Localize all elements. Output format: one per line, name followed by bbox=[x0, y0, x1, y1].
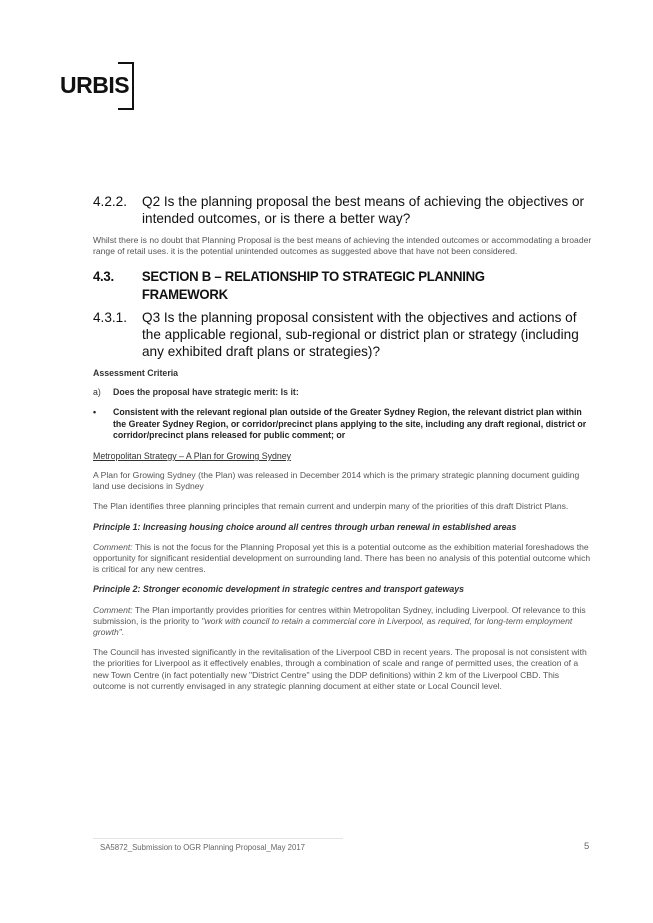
heading-4-3 bbox=[93, 267, 563, 303]
logo-text: URBIS bbox=[60, 72, 130, 98]
heading-title: SECTION B – RELATIONSHIP TO STRATEGIC PLANNING FRAMEWORK bbox=[141, 268, 485, 303]
logo-bracket-mark bbox=[118, 62, 134, 110]
principle-2-comment bbox=[93, 605, 593, 639]
heading-title: Q2 Is the planning proposal the best means of achieving the objectives or intended outcomes, or is there a better way? bbox=[142, 194, 585, 226]
criteria-item bbox=[93, 387, 593, 397]
urbis-logo bbox=[60, 62, 134, 108]
bullet-icon bbox=[93, 407, 113, 441]
principle-2-para: The Council has invested significantly in the revitalisation of the Liverpool CBD in recent years. The proposal is not consistent with the priorities for Liverpool as it effectively enables, through a combination of scale and range of permitted uses, the creation of a new Town Centre (in fact potentially new "District Centre" using the DDP definitions) within 2 km of the Liverpool CBD. This outcome is not currently envisaged in any strategic planning document at either state or Local Council level. bbox=[93, 647, 587, 691]
comment-label: Comment: bbox=[93, 604, 133, 615]
section-4-2-2-body: Whilst there is no doubt that Planning Proposal is the best means of achieving the intended outcomes or accommodating a broader range of retail uses. it is the potential unintended outcomes as suggested above that have not been considered. bbox=[93, 235, 592, 257]
heading-number: 4.3. bbox=[93, 268, 114, 285]
main-content bbox=[93, 193, 593, 701]
principle-1-heading: Principle 1: Increasing housing choice around all centres through urban renewal in established areas bbox=[93, 521, 517, 532]
metro-para-2: The Plan identifies three planning principles that remain current and underpin many of the priorities of this draft District Plans. bbox=[93, 501, 569, 512]
footer-divider bbox=[93, 838, 343, 839]
heading-4-3-1 bbox=[93, 309, 593, 360]
heading-4-2-2 bbox=[93, 193, 593, 227]
principle-1-comment bbox=[93, 542, 593, 576]
metro-strategy-heading: Metropolitan Strategy – A Plan for Growing Sydney bbox=[93, 451, 292, 462]
criteria-bullet-text: Consistent with the relevant regional plan outside of the Greater Sydney Region, the relevant district plan within the Greater Sydney Region, or corridor/precinct plans applying to the site, including any draft regional, district or corridor/precinct plans released for public comment; or bbox=[113, 407, 587, 440]
criteria-item-label: a) bbox=[93, 387, 101, 398]
criteria-bullet bbox=[93, 407, 593, 441]
comment-quote: "work with council to retain a commercial core in Liverpool, as required, for long-term employment growth". bbox=[93, 615, 573, 638]
heading-number: 4.3.1. bbox=[93, 310, 128, 326]
comment-text: The Plan importantly provides priorities for centres within Metropolitan Sydney, including Liverpool. Of relevance to this submission, is the priority to bbox=[93, 604, 586, 626]
assessment-criteria-heading: Assessment Criteria bbox=[93, 368, 179, 379]
heading-number: 4.2.2. bbox=[93, 194, 128, 209]
criteria-item-question: Does the proposal have strategic merit: Is it: bbox=[113, 387, 299, 398]
principle-2-heading: Principle 2: Stronger economic development in strategic centres and transport gateways bbox=[93, 584, 465, 595]
comment-text: This is not the focus for the Planning Proposal yet this is a potential outcome as the exhibition material foreshadows the opportunity for significant residential development on surrounding land. There has been no analysis of this potential outcome which is critical for any new centres. bbox=[93, 541, 591, 575]
heading-title: Q3 Is the planning proposal consistent with the objectives and actions of the applicable regional, sub-regional or district plan or strategy (including any exhibited draft plans or strategies)? bbox=[142, 310, 579, 360]
metro-para-1: A Plan for Growing Sydney (the Plan) was released in December 2014 which is the primary strategic planning document guiding land use decisions in Sydney bbox=[93, 470, 580, 492]
comment-label: Comment: bbox=[93, 541, 133, 552]
page-number: 5 bbox=[584, 841, 590, 852]
footer-doc-ref: SA5872_Submission to OGR Planning Proposal_May 2017 bbox=[100, 843, 306, 852]
